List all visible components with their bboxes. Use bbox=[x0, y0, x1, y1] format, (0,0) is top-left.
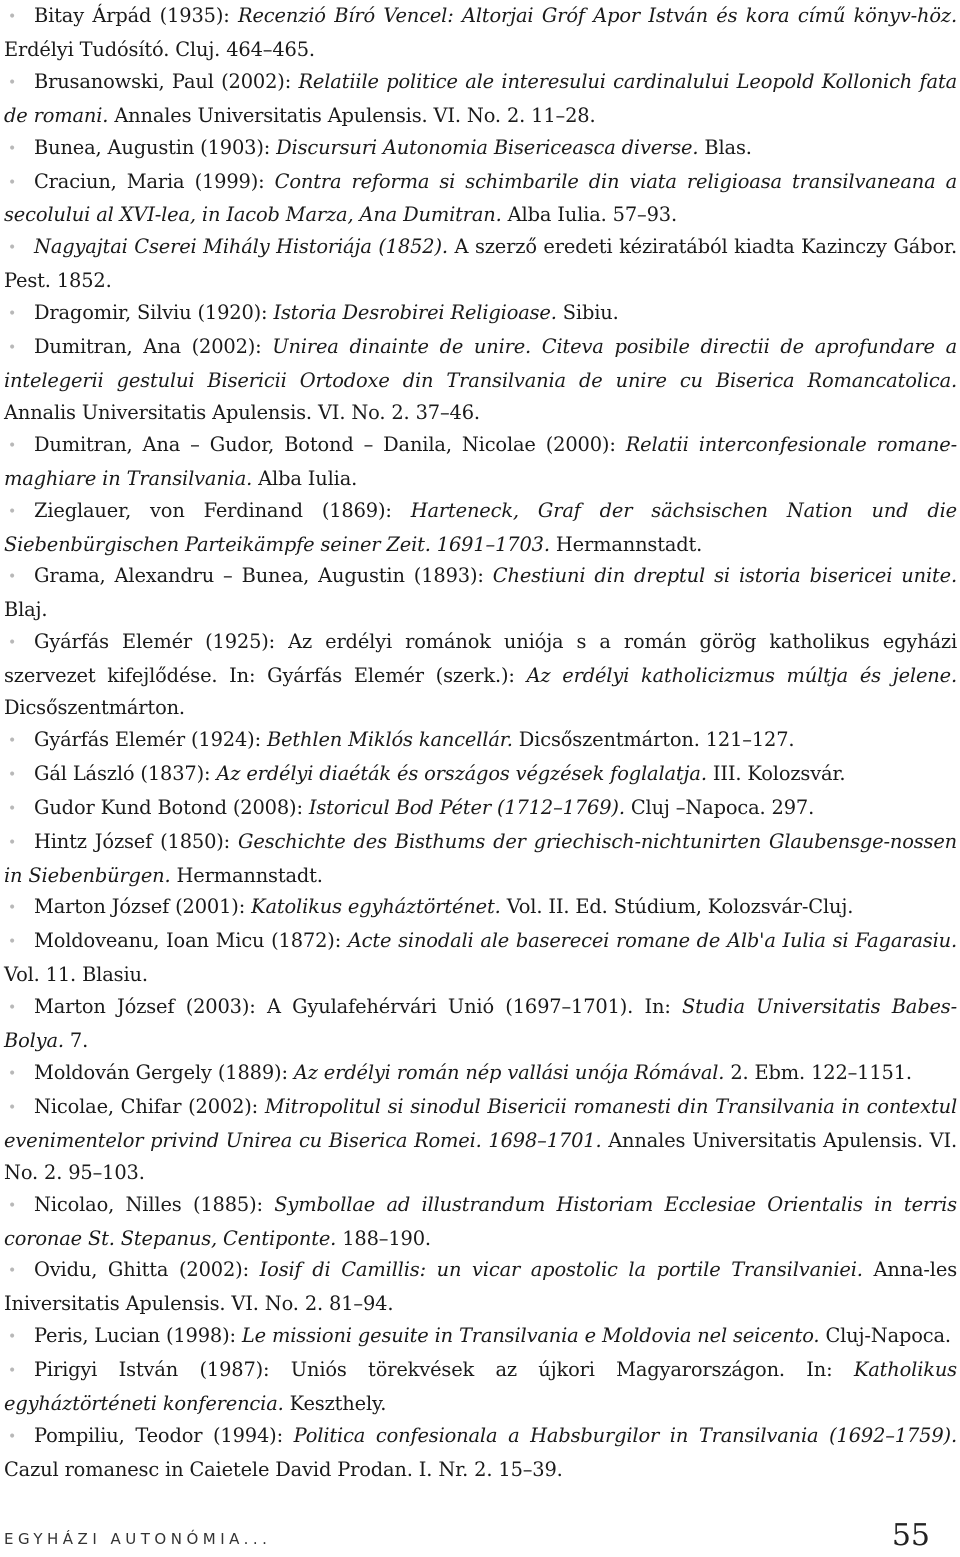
reference-title-text: Istoria Desrobirei Religioase. bbox=[273, 301, 563, 325]
reference-title-text: Katholikus egyháztörténeti konferencia. bbox=[4, 1358, 957, 1416]
reference-author-text: Pirigyi István (1987): Uniós törekvések az újkori Magyarországon. In: bbox=[34, 1358, 854, 1382]
bullet-icon: • bbox=[8, 437, 17, 454]
reference-title-text: Acte sinodali ale baserecei romane de Alb'a Iulia si Fagarasiu. bbox=[347, 929, 957, 953]
reference-entry bbox=[4, 1057, 957, 1091]
reference-title-text: Unirea dinainte de unire. Citeva posibile directii de aprofundare a intelegerii gestului Bisericii Ortodoxe din Transilvania de unire cu Biserica Romancatolica. bbox=[4, 335, 958, 392]
reference-publication-text: Annales Universitatis Apulensis. VI. No. 2. 95–103. bbox=[4, 1128, 957, 1184]
reference-title-text: Iosif di Camillis: un vicar apostolic la portile Transilvaniei. bbox=[259, 1258, 874, 1282]
bullet-icon: • bbox=[8, 800, 17, 817]
reference-entry bbox=[4, 331, 957, 429]
reference-entry bbox=[4, 891, 957, 925]
reference-author-text: Grama, Alexandru – Bunea, Augustin (1893): bbox=[34, 564, 493, 588]
reference-author-text: Moldoveanu, Ioan Micu (1872): bbox=[34, 929, 348, 953]
reference-title-text: Mitropolitul si sinodul Bisericii romanesti din Transilvania in contextul evenimentelor privind Unirea cu Biserica Romei. 1698–1701. bbox=[4, 1094, 957, 1152]
bullet-icon: • bbox=[8, 306, 17, 323]
reference-author-text: Gyárfás Elemér (1924): bbox=[34, 727, 267, 751]
reference-author-text: Peris, Lucian (1998): bbox=[34, 1324, 242, 1348]
reference-publication-text: Cazul romanesc in Caietele David Prodan. I. Nr. 2. 15–39. bbox=[4, 1457, 563, 1481]
reference-entry bbox=[4, 297, 957, 331]
reference-entry bbox=[4, 0, 957, 66]
reference-publication-text: A szerző eredeti kéziratából kiadta Kazinczy Gábor. Pest. 1852. bbox=[4, 235, 957, 293]
bullet-icon: • bbox=[8, 1263, 17, 1280]
bullet-icon: • bbox=[8, 1099, 17, 1116]
reference-author-text: Zieglauer, von Ferdinand (1869): bbox=[34, 498, 411, 522]
reference-publication-text: 188–190. bbox=[342, 1226, 431, 1250]
bullet-icon: • bbox=[8, 1000, 17, 1017]
reference-title-text: Relatiile politice ale interesului cardinalului Leopold Kollonich fata de romani. bbox=[4, 69, 958, 127]
reference-title-text: Discursuri Autonomia Bisericeasca diverse. bbox=[276, 135, 705, 159]
reference-publication-text: Vol. II. Ed. Stúdium, Kolozsvár-Cluj. bbox=[506, 895, 854, 919]
reference-title-text: Az erdélyi diaéták és országos végzések foglalatja. bbox=[216, 761, 713, 785]
bullet-icon: • bbox=[8, 900, 17, 917]
reference-title-text: Relatii interconfesionale romane-maghiare in Transilvania. bbox=[4, 432, 957, 490]
reference-publication-text: Hermannstadt. bbox=[176, 863, 323, 887]
reference-author-text: Gál László (1837): bbox=[34, 761, 217, 785]
reference-title-text: Katolikus egyháztörténet. bbox=[251, 895, 507, 919]
bullet-icon: • bbox=[8, 569, 17, 586]
reference-entry bbox=[4, 792, 957, 826]
reference-title-text: Contra reforma si schimbarile din viata religioasa transilvaneana a secolului al XVI-lea, in Iacob Marza, Ana Dumitran. bbox=[4, 169, 957, 227]
reference-author-text: Pompiliu, Teodor (1994): bbox=[34, 1423, 294, 1447]
reference-entry bbox=[4, 826, 957, 892]
bullet-icon: • bbox=[8, 174, 17, 191]
bullet-icon: • bbox=[8, 340, 17, 357]
reference-entry bbox=[4, 1320, 957, 1354]
bullet-icon: • bbox=[8, 732, 17, 749]
bullet-icon: • bbox=[8, 834, 17, 851]
reference-publication-text: 2. Ebm. 122–1151. bbox=[730, 1061, 912, 1084]
reference-publication-text: Hermannstadt. bbox=[555, 532, 703, 556]
reference-publication-text: Alba Iulia. 57–93. bbox=[507, 203, 677, 227]
reference-title-text: Le missioni gesuite in Transilvania e Moldovia nel seicento. bbox=[241, 1324, 826, 1348]
reference-publication-text: III. Kolozsvár. bbox=[712, 761, 846, 785]
reference-author-text: Marton József (2003): A Gyulafehérvári Unió (1697–1701). In: bbox=[34, 995, 683, 1019]
reference-publication-text: Cluj-Napoca. bbox=[825, 1324, 951, 1348]
reference-publication-text: Vol. 11. Blasiu. bbox=[4, 963, 148, 987]
reference-entry bbox=[4, 1254, 957, 1320]
reference-entry bbox=[4, 758, 957, 792]
reference-author-text: Marton József (2001): bbox=[34, 895, 252, 919]
bullet-icon: • bbox=[8, 766, 17, 783]
reference-title-text: Studia Universitatis Babes-Bolya. bbox=[4, 995, 958, 1053]
reference-publication-text: Sibiu. bbox=[562, 301, 619, 325]
reference-entry bbox=[4, 166, 957, 232]
reference-entry bbox=[4, 560, 957, 626]
reference-author-text: Brusanowski, Paul (2002): bbox=[34, 69, 299, 93]
reference-publication-text: Dicsőszentmárton. bbox=[4, 696, 185, 720]
reference-title-text: Nagyajtai Cserei Mihály Historiája (1852). bbox=[34, 235, 455, 259]
reference-entry bbox=[4, 626, 957, 724]
reference-publication-text: Annales Universitatis Apulensis. VI. No. 2. 11–28. bbox=[114, 103, 596, 127]
bullet-icon: • bbox=[8, 503, 17, 520]
reference-author-text: Dumitran, Ana – Gudor, Botond – Danila, Nicolae (2000): bbox=[34, 432, 626, 456]
reference-title-text: Az erdélyi román nép vallási unója Rómával. bbox=[293, 1061, 731, 1084]
reference-title-text: Recenzió Bíró Vencel: Altorjai Gróf Apor István és kora című könyv-höz. bbox=[238, 4, 957, 27]
reference-publication-text: 7. bbox=[69, 1029, 89, 1053]
reference-author-text: Craciun, Maria (1999): bbox=[34, 169, 275, 193]
bullet-icon: • bbox=[8, 1197, 17, 1214]
reference-publication-text: Annalis Universitatis Apulensis. VI. No. 2. 37–46. bbox=[4, 400, 480, 424]
reference-publication-text: Alba Iulia. bbox=[258, 466, 358, 490]
reference-title-text: Geschichte des Bisthums der griechisch-nichtunirten Glaubensge-nossen in Siebenbürgen. bbox=[4, 829, 957, 887]
reference-entry bbox=[4, 925, 957, 991]
reference-entry bbox=[4, 991, 957, 1057]
reference-publication-text: Anna-les Iniversitatis Apulensis. VI. No. 2. 81–94. bbox=[4, 1258, 957, 1316]
reference-title-text: Chestiuni din dreptul si istoria bisericei unite. bbox=[492, 564, 957, 588]
bullet-icon: • bbox=[8, 9, 17, 25]
reference-author-text: Bunea, Augustin (1903): bbox=[34, 135, 277, 159]
reference-author-text: Nicolao, Nilles (1885): bbox=[34, 1192, 275, 1216]
page-number: 55 bbox=[891, 1518, 930, 1553]
reference-title-text: Bethlen Miklós kancellár. bbox=[266, 727, 519, 751]
bullet-icon: • bbox=[8, 74, 17, 91]
reference-author-text: Dumitran, Ana (2002): bbox=[34, 335, 273, 359]
reference-publication-text: Blaj. bbox=[4, 598, 48, 622]
reference-publication-text: Blas. bbox=[704, 135, 752, 159]
reference-entry bbox=[4, 1354, 957, 1420]
bullet-icon: • bbox=[8, 934, 17, 951]
reference-author-text: Hintz József (1850): bbox=[34, 829, 238, 853]
bullet-icon: • bbox=[8, 140, 17, 157]
bullet-icon: • bbox=[8, 1066, 17, 1082]
running-footer-title: EGYHÁZI AUTONÓMIA... bbox=[4, 1530, 272, 1548]
reference-title-text: Politica confesionala a Habsburgilor in Transilvania (1692–1759). bbox=[293, 1423, 957, 1447]
bullet-icon: • bbox=[8, 1363, 17, 1380]
reference-title-text: Az erdélyi katholicizmus múltja és jelene. bbox=[526, 664, 957, 688]
reference-title-text: Harteneck, Graf der sächsischen Nation und die Siebenbürgischen Parteikämpfe seiner Zeit. 1691–1703. bbox=[4, 498, 957, 556]
reference-entry bbox=[4, 1091, 957, 1189]
reference-entry bbox=[4, 1189, 957, 1255]
reference-entry bbox=[4, 495, 957, 561]
reference-entry bbox=[4, 66, 957, 132]
reference-author-text: Ovidu, Ghitta (2002): bbox=[34, 1258, 260, 1282]
reference-author-text: Bitay Árpád (1935): bbox=[34, 4, 239, 27]
reference-author-text: Moldován Gergely (1889): bbox=[34, 1061, 294, 1084]
reference-publication-text: Dicsőszentmárton. 121–127. bbox=[518, 727, 795, 751]
reference-author-text: Dragomir, Silviu (1920): bbox=[34, 301, 274, 325]
reference-author-text: Gyárfás Elemér (1925): Az erdélyi románok uniója s a román görög katholikus egyházi szervezet kifejlődése. In: Gyárfás Elemér (szerk.): bbox=[4, 630, 957, 688]
bullet-icon: • bbox=[8, 240, 17, 257]
reference-entry bbox=[4, 724, 957, 758]
reference-list bbox=[4, 0, 957, 1486]
bullet-icon: • bbox=[8, 1428, 17, 1445]
bullet-icon: • bbox=[8, 635, 17, 652]
reference-entry bbox=[4, 231, 957, 297]
reference-author-text: Nicolae, Chifar (2002): bbox=[34, 1094, 265, 1118]
reference-publication-text: Erdélyi Tudósító. Cluj. 464–465. bbox=[4, 37, 315, 61]
bullet-icon: • bbox=[8, 1329, 17, 1346]
reference-entry bbox=[4, 132, 957, 166]
reference-entry bbox=[4, 1420, 957, 1486]
reference-publication-text: Cluj –Napoca. 297. bbox=[630, 795, 815, 819]
reference-title-text: Symbollae ad illustrandum Historiam Ecclesiae Orientalis in terris coronae St. Stepanus, Centiponte. bbox=[4, 1192, 957, 1250]
reference-entry bbox=[4, 429, 957, 495]
reference-title-text: Istoricul Bod Péter (1712–1769). bbox=[308, 795, 631, 819]
reference-publication-text: Keszthely. bbox=[289, 1392, 387, 1416]
reference-author-text: Gudor Kund Botond (2008): bbox=[34, 795, 309, 819]
